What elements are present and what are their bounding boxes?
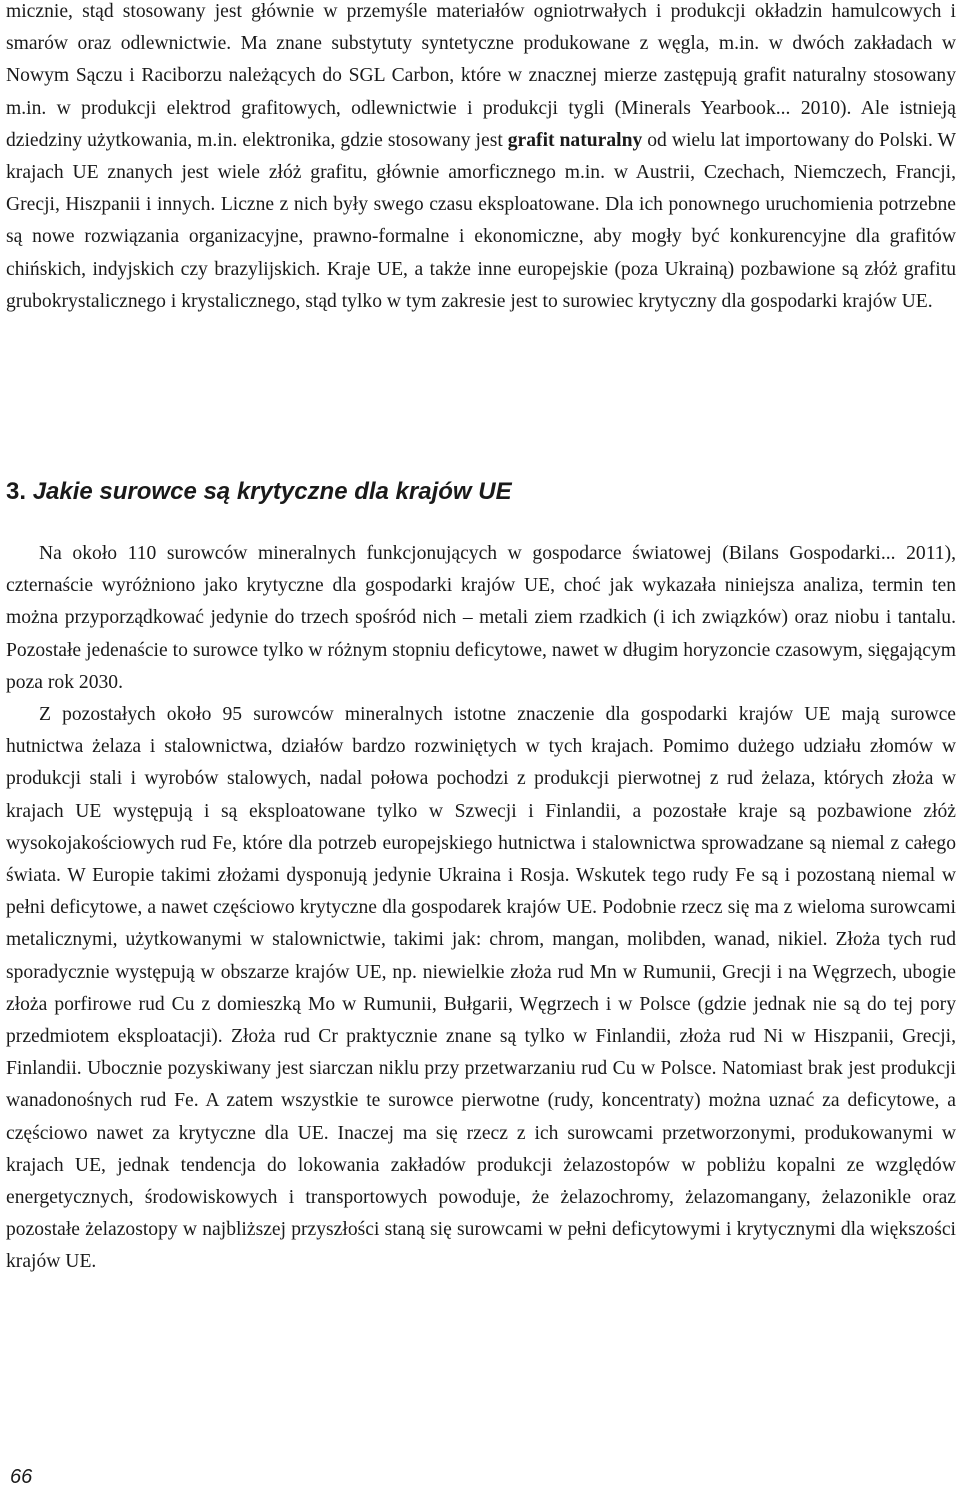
intro-text-part1: micznie, stąd stosowany jest głównie w przemyśle materiałów ogniotrwałych i produkcji okładzin hamulcowych i smarów oraz odlewnictwie. Ma znane substytuty syntetyczne produkowane z węgla, m.in. w dwóch zakładach w Nowym Sączu i Raciborzu należących do SGL Carbon, które w znacznej mierze zastępują grafit naturalny stosowany m.in. w produkcji elektrod grafitowych, odlewnictwie i produkcji tygli (Minerals Yearbook... 2010). Ale istnieją dziedziny użytkowania, m.in. elektronika, gdzie stosowany jest — [6, 1, 956, 151]
section-heading — [6, 476, 512, 508]
page-number: 66 — [10, 1466, 33, 1488]
section-body — [6, 538, 956, 1279]
section-number: 3. — [6, 478, 27, 505]
intro-paragraph — [6, 0, 956, 318]
section-title: Jakie surowce są krytyczne dla krajów UE — [32, 478, 512, 505]
intro-text-part2: od wielu lat importowany do Polski. W krajach UE znanych jest wiele złóż grafitu, głównie amorficznego m.in. w Austrii, Czechach, Niemczech, Francji, Grecji, Hiszpanii i innych. Liczne z nich były swego czasu eksploatowane. Dla ich ponownego uruchomienia potrzebne są nowe rozwiązania organizacyjne, prawno-formalne i ekonomiczne, aby mogły być konkurencyjne dla grafitów chińskich, indyjskich czy brazylijskich. Kraje UE, a także inne europejskie (poza Ukrainą) pozbawione są złóż grafitu grubokrystalicznego i krystalicznego, stąd tylko w tym zakresie jest to surowiec krytyczny dla gospodarki krajów UE. — [6, 129, 956, 312]
emphasized-term: grafit naturalny — [507, 129, 643, 151]
body-paragraph-1: Na około 110 surowców mineralnych funkcjonujących w gospodarce światowej (Bilans Gospodarki... 2011), czternaście wyróżniono jako krytyczne dla gospodarki krajów UE, choć jak wykazała niniejsza analiza, termin ten można przyporządkować jedynie do trzech spośród nich – metali ziem rzadkich (i ich związków) oraz niobu i tantalu. Pozostałe jedenaście to surowce tylko w różnym stopniu deficytowe, nawet w długim horyzoncie czasowym, sięgającym poza rok 2030. — [6, 543, 956, 693]
body-paragraph-2: Z pozostałych około 95 surowców mineralnych istotne znaczenie dla gospodarki krajów UE mają surowce hutnictwa żelaza i stalownictwa, działów bardzo rozwiniętych w tych krajach. Pomimo dużego udziału złomów w produkcji stali i wyrobów stalowych, nadal połowa pochodzi z produkcji pierwotnej z rud żelaza, których złoża w krajach UE występują i są eksploatowane tylko w Szwecji i Finlandii, a pozostałe kraje są pozbawione złóż wysokojakościowych rud Fe, które dla potrzeb europejskiego hutnictwa i stalownictwa sprowadzane są niemal z całego świata. W Europie takimi złożami dysponują jedynie Ukraina i Rosja. Wskutek tego rudy Fe są i pozostaną niemal w pełni deficytowe, a nawet częściowo krytyczne dla gospodarek krajów UE. Podobnie rzecz się ma z wieloma surowcami metalicznymi, użytkowanymi w stalownictwie, takimi jak: chrom, mangan, molibden, wanad, nikiel. Złoża tych rud sporadycznie występują w obszarze krajów UE, np. niewielkie złoża rud Mn w Rumunii, Grecji i na Węgrzech, ubogie złoża porfirowe rud Cu z domieszką Mo w Rumunii, Bułgarii, Węgrzech i w Polsce (gdzie jednak nie są do tej pory przedmiotem eksploatacji). Złoża rud Cr praktycznie znane są tylko w Finlandii, złoża rud Ni w Hiszpanii, Grecji, Finlandii. Ubocznie pozyskiwany jest siarczan niklu przy przetwarzaniu rud Cu w Polsce. Natomiast brak jest produkcji wanadonośnych rud Fe. A zatem wszystkie te surowce pierwotne (rudy, koncentraty) można uznać za deficytowe, a częściowo nawet za krytyczne dla UE. Inaczej ma się rzecz z ich surowcami przetworzonymi, produkowanymi w krajach UE, jednak tendencja do lokowania zakładów produkcji żelazostopów w pobliżu kopalni ze względów energetycznych, środowiskowych i transportowych powoduje, że żelazochromy, żelazomangany, żelazonikle oraz pozostałe żelazostopy w najbliższej przyszłości staną się surowcami w pełni deficytowymi i krytycznymi dla większości krajów UE. — [6, 704, 956, 1273]
intro-block — [6, 0, 956, 318]
